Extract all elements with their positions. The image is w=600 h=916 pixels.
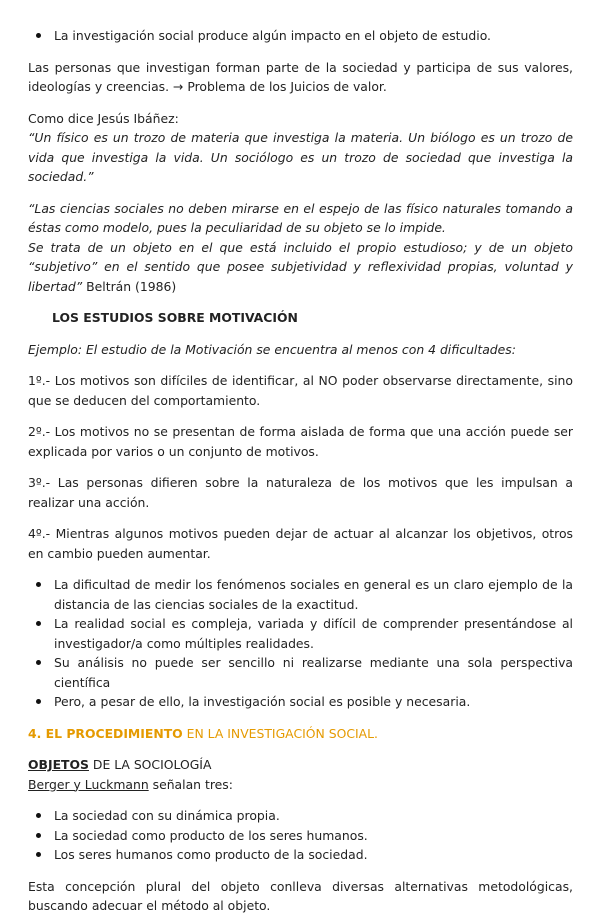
- list-item: La sociedad con su dinámica propia.: [28, 806, 573, 826]
- difficulty-1: 1º.- Los motivos son difíciles de identificar, al NO poder observarse directamente, sino que se deducen del comportamiento.: [28, 373, 573, 408]
- list-item: La investigación social produce algún impacto en el objeto de estudio.: [28, 26, 573, 46]
- difficulty-2: 2º.- Los motivos no se presentan de forma aislada de forma que una acción puede ser explicada por varios o un conjunto de motivos.: [28, 424, 573, 459]
- example-line: Ejemplo: El estudio de la Motivación se encuentra al menos con 4 dificultades:: [28, 341, 516, 357]
- quote-beltran-text: Se trata de un objeto en el que está incluido el propio estudioso; y de un objeto “subjetivo” en el sentido que posee subjetividad y reflexividad propias, voluntad y libertad”: [28, 239, 573, 294]
- section-4-heading: [28, 724, 573, 744]
- difficulties-summary-list: [28, 575, 573, 712]
- authors-link: Berger y Luckmann: [28, 776, 149, 792]
- quote-author: Beltrán (1986): [82, 278, 177, 294]
- difficulty-3: 3º.- Las personas difieren sobre la naturaleza de los motivos que les impulsan a realizar una acción.: [28, 475, 573, 510]
- objetos-heading: [28, 755, 573, 775]
- section-4-title: EN LA INVESTIGACIÓN SOCIAL.: [182, 725, 378, 741]
- quote-intro: Como dice Jesús Ibáñez:: [28, 110, 179, 126]
- closing-paragraph: Esta concepción plural del objeto conlleva diversas alternativas metodológicas, buscando adecuar el método al objeto.: [28, 878, 573, 913]
- objects-list: [28, 806, 573, 865]
- quote-ibanez: “Un físico es un trozo de materia que investiga la materia. Un biólogo es un trozo de vida que investiga la vida. Un sociólogo es un trozo de sociedad que investiga la sociedad.”: [28, 130, 573, 184]
- quote-beltran-part1: “Las ciencias sociales no deben mirarse en el espejo de las físico naturales tomando a éstas como modelo, pues la peculiaridad de su objeto se lo impide.: [28, 200, 573, 235]
- intro-bullet-list: [28, 26, 573, 46]
- list-item: Los seres humanos como producto de la sociedad.: [28, 845, 573, 865]
- list-item: La dificultad de medir los fenómenos sociales en general es un claro ejemplo de la distancia de las ciencias sociales de la exactitud.: [28, 575, 573, 614]
- document-page: [28, 26, 573, 916]
- list-item: Su análisis no puede ser sencillo ni realizarse mediante una sola perspectiva científica: [28, 653, 573, 692]
- quote-beltran-part2: [28, 238, 573, 297]
- objetos-label: OBJETOS: [28, 757, 89, 772]
- objetos-rest: DE LA SOCIOLOGÍA: [88, 757, 212, 772]
- list-item: La sociedad como producto de los seres humanos.: [28, 826, 573, 846]
- difficulty-4: 4º.- Mientras algunos motivos pueden dejar de actuar al alcanzar los objetivos, otros en cambio pueden aumentar.: [28, 526, 573, 561]
- heading-motivation: LOS ESTUDIOS SOBRE MOTIVACIÓN: [52, 310, 298, 325]
- paragraph-values: Las personas que investigan forman parte de la sociedad y participa de sus valores, ideologías y creencias. → Problema de los Juicios de valor.: [28, 59, 573, 94]
- list-item: Pero, a pesar de ello, la investigación social es posible y necesaria.: [28, 692, 573, 712]
- list-item: La realidad social es compleja, variada y difícil de comprender presentándose al investigador/a como múltiples realidades.: [28, 614, 573, 653]
- authors-rest: señalan tres:: [148, 776, 233, 792]
- section-4-number: 4. EL PROCEDIMIENTO: [28, 725, 183, 741]
- authors-line: [28, 775, 573, 795]
